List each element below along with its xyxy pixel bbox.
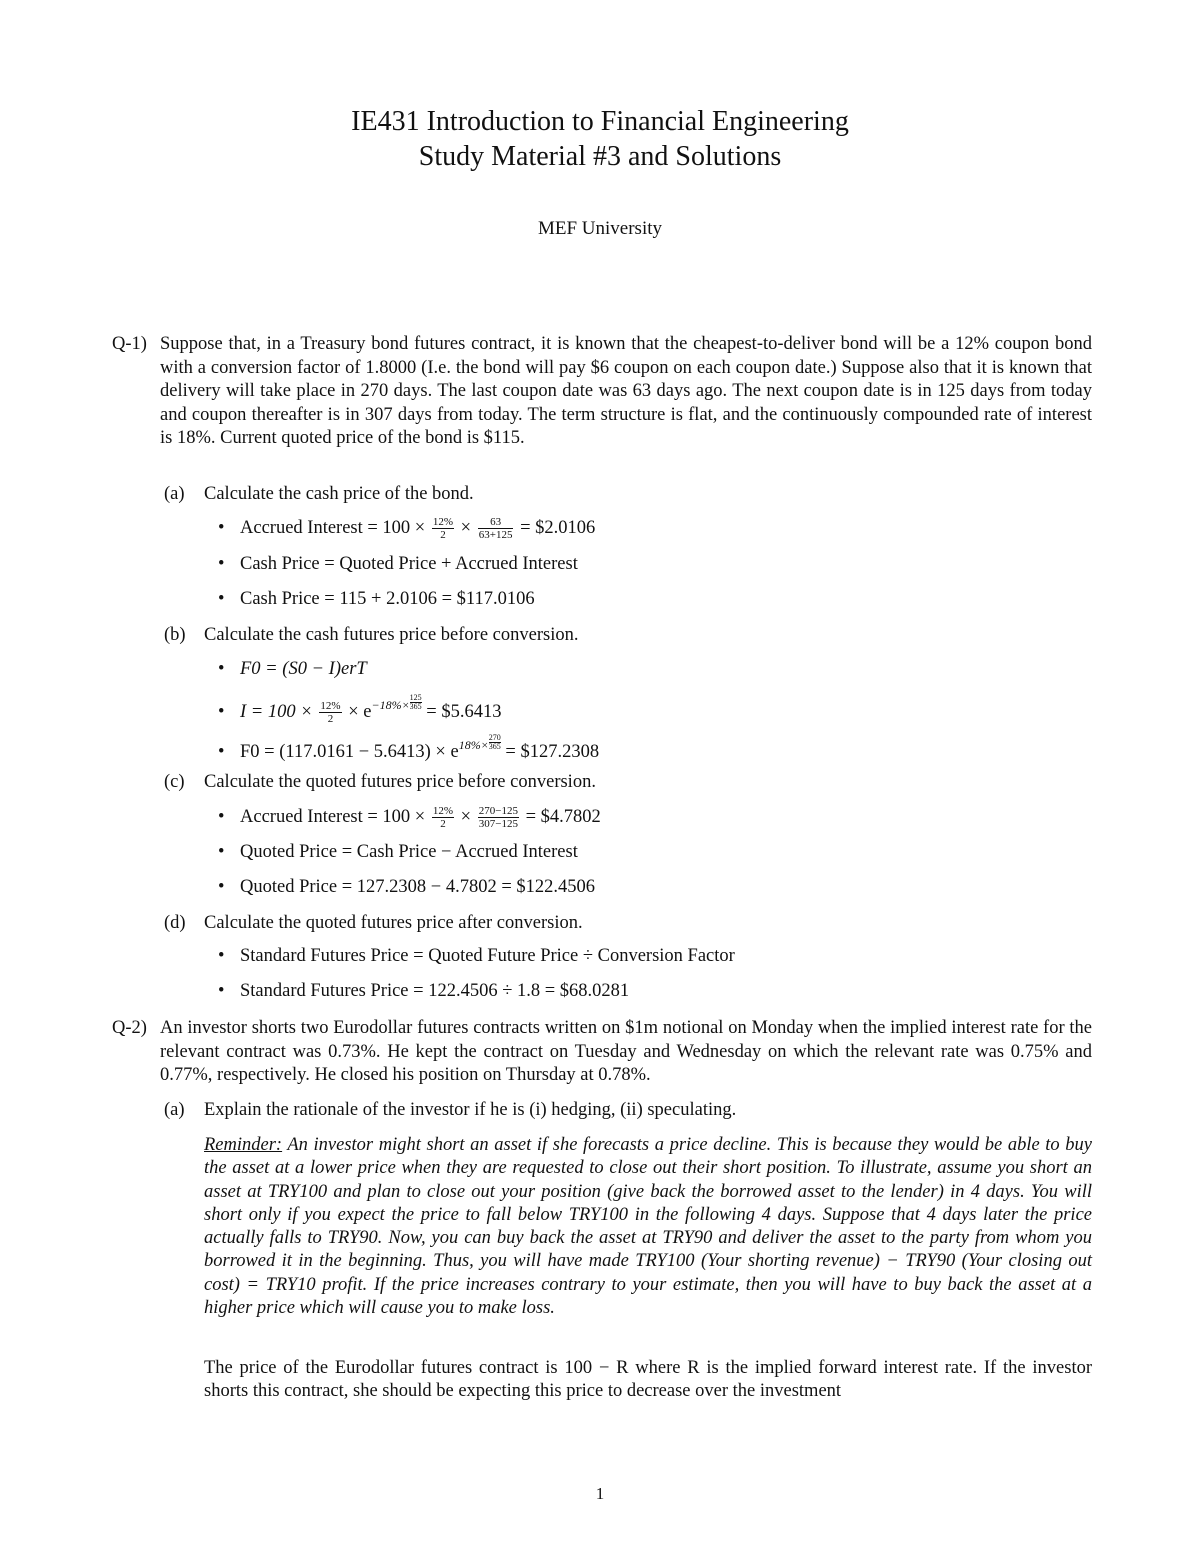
q1a-bullet-2: • Cash Price = Quoted Price + Accrued Interest [218,554,578,574]
bullet-icon: • [218,946,225,966]
question-1 [112,333,1092,451]
fraction: $\frac{270}{365}$ [488,733,501,751]
question-2-label: Q-2) [112,1018,147,1038]
q1c-bullet-1: • Accrued Interest = 100 × $\frac{12\%}{2}$ × $\frac{270-125}{307-125}$ = $4.7802 [218,805,601,830]
bullet-icon: • [218,659,225,679]
q1c-bullet-3: • Quoted Price = 127.2308 − 4.7802 = $122.4506 [218,877,596,897]
q1-part-c-text: Calculate the quoted futures price before conversion. [204,772,596,792]
q1a-bullet-3: • Cash Price = 115 + 2.0106 = $117.0106 [218,589,535,609]
bullet-icon: • [218,517,225,538]
author: MEF University [537,218,663,239]
eurodollar-paragraph: The price of the Eurodollar futures contract is 100 − R where R is the implied forward interest rate. If the investor shorts this contract, she should be expecting this price to decrease over the investment [204,1358,1092,1402]
q1b-bullet-1: • F0 = (S0 − I)erT [218,659,367,679]
fraction: $\frac{12\%}{2}$ [320,700,341,726]
q1b-bullet-2: • I = 100 × $\frac{12\%}{2}$ × $e^{-18\%\times}$ $\frac{125}{365}$ = $5.6413 [218,693,502,726]
fraction: $\frac{125}{365}$ [409,693,422,711]
q2-part-a-text: Explain the rationale of the investor if he is (i) hedging, (ii) speculating. [204,1100,737,1120]
q1-part-b-label: (b) [164,625,186,645]
q1a-bullet-1: • Accrued Interest = 100 × $\frac{12\%}{2}$ × $\frac{63}{63+125}$ = $2.0106 [218,516,596,541]
question-2 [112,1017,1092,1088]
reminder-label: Reminder: [204,1135,283,1155]
question-2-text: An investor shorts two Eurodollar futures contracts written on $1m notional on Monday when the implied interest rate for the relevant contract was 0.73%. He kept the contract on Tuesday and Wednesday on which the relevant rate was 0.75% and 0.77%, respectively. He closed his position on Thursday at 0.78%. [160,1018,1092,1085]
page-number: 1 [595,1484,605,1503]
fraction: $\frac{12\%}{2}$ [432,516,454,541]
reminder-text: An investor might short an asset if she forecasts a price decline. This is because they would be able to buy the asset at a lower price when they are requested to close out their short position. To illustrate, assume you short an asset at TRY100 and plan to close out your position (give back the borrowed asset to the lender) in 4 days. You will short only if you expect the price to fall below TRY100 in the following 4 days. Suppose that 4 days later the price actually falls to TRY90. Now, you can buy back the asset at TRY90 and deliver the asset to the party from whom you borrowed it in the beginning. Thus, you will have made TRY100 (Your shorting revenue) − TRY90 (Your closing out cost) = TRY10 profit. If the price increases contrary to your estimate, then you will have to buy back the asset at a higher price which will cause you to make loss. [204,1135,1092,1319]
fraction: $\frac{12\%}{2}$ [432,805,454,830]
q1b-bullet-3: • $F0 = (117.0161 - 5.6413) \times e^{18\%\times}$ $\frac{270}{365}$ = $127.2308 [218,733,600,762]
q1-part-a-text: Calculate the cash price of the bond. [204,484,474,504]
bullet-icon: • [218,877,225,897]
bullet-icon: • [218,702,225,722]
q2-part-a-label: (a) [164,1100,185,1120]
q1-part-b [164,624,1092,648]
bullet-icon: • [218,742,225,762]
q1-part-d-label: (d) [164,913,186,933]
q1-part-d [164,912,1092,936]
q1-part-b-text: Calculate the cash futures price before conversion. [204,625,579,645]
q2-part-a [164,1099,1092,1123]
document-subtitle: Study Material #3 and Solutions [418,141,782,172]
q1-part-c [164,771,1092,795]
bullet-icon: • [218,842,225,862]
q1-part-c-label: (c) [164,772,185,792]
q1d-bullet-2: • Standard Futures Price = 122.4506 ÷ 1.8 = $68.0281 [218,981,630,1001]
bullet-icon: • [218,806,225,827]
q1-part-a [164,483,1092,507]
bullet-icon: • [218,554,225,574]
fraction: $\frac{270-125}{307-125}$ [478,805,518,830]
q1c-bullet-2: • Quoted Price = Cash Price − Accrued Interest [218,842,578,862]
question-1-text: Suppose that, in a Treasury bond futures contract, it is known that the cheapest-to-deliver bond will be a 12% coupon bond with a conversion factor of 1.8000 (I.e. the bond will pay $6 coupon on each coupon date.) Suppose also that it is known that delivery will take place in 270 days. The last coupon date was 63 days ago. The next coupon date is in 125 days from today and coupon thereafter is in 307 days from today. The term structure is flat, and the continuously compounded rate of interest is 18%. Current quoted price of the bond is $115. [160,334,1092,448]
bullet-icon: • [218,589,225,609]
q1-part-a-label: (a) [164,484,185,504]
document-title: IE431 Introduction to Financial Engineering [351,106,849,137]
q1-part-d-text: Calculate the quoted futures price after conversion. [204,913,583,933]
reminder-paragraph [204,1134,1092,1320]
q1d-bullet-1: • Standard Futures Price = Quoted Future Price ÷ Conversion Factor [218,946,735,966]
fraction: $\frac{63}{63+125}$ [478,516,513,541]
question-1-label: Q-1) [112,334,147,354]
bullet-icon: • [218,981,225,1001]
